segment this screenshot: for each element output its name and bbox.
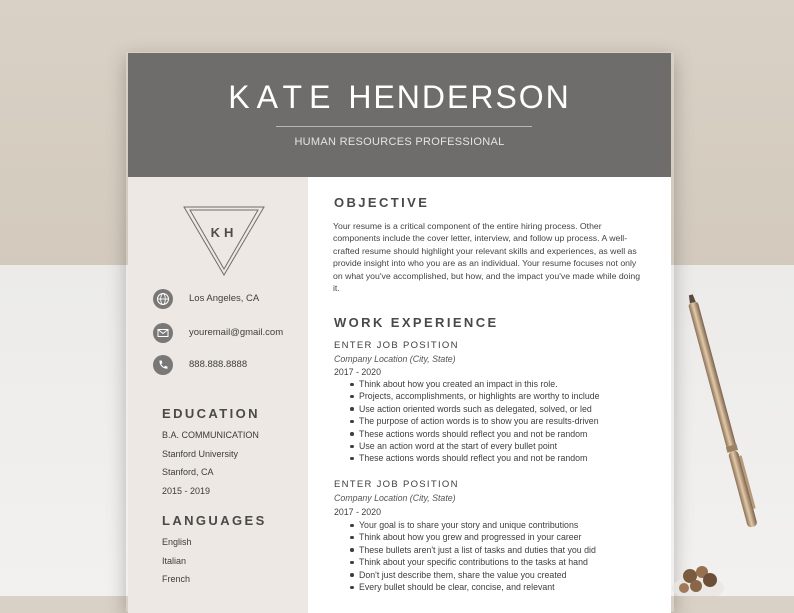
list-item: Projects, accomplishments, or highlights are worthy to include [350, 390, 650, 402]
name-last: HENDERSON [348, 79, 571, 115]
list-item: Use action oriented words such as delegated, solved, or led [350, 403, 650, 415]
list-item: Think about how you created an impact in this role. [350, 378, 650, 390]
resume-sidebar [128, 177, 308, 613]
education-heading: EDUCATION [162, 406, 260, 421]
work-heading: WORK EXPERIENCE [334, 315, 499, 330]
list-item: These bullets aren't just a list of tasks and duties that you did [350, 544, 650, 556]
list-item: Think about your specific contributions to the tasks at hand [350, 556, 650, 568]
language-item: English [162, 537, 192, 547]
resume-page [128, 53, 671, 613]
list-item: Your goal is to share your story and unique contributions [350, 519, 650, 531]
list-item: Every bullet should be clear, concise, and relevant [350, 581, 650, 593]
monogram-initials: KH [210, 225, 238, 240]
phone-text: 888.888.8888 [189, 359, 248, 370]
contact-location [153, 289, 313, 309]
resume-main [308, 177, 671, 613]
objective-text: Your resume is a critical component of the entire hiring process. Other components include the cover letter, interview, and follow up process. A well-crafted resume should highlight your relevant skills and experiences, as well as provide insight into who you are as an individual. Your resume focuses not only on what you've accomplished, but how, and the impact you've made while doing it. [333, 221, 641, 294]
pen-icon [680, 286, 770, 536]
education-item: B.A. COMMUNICATION [162, 430, 259, 440]
header-divider [276, 126, 532, 127]
name-first: KATE [228, 79, 338, 115]
job-company: Company Location (City, State) [334, 493, 456, 503]
education-item: 2015 - 2019 [162, 486, 211, 496]
list-item: Use an action word at the start of every bullet point [350, 440, 650, 452]
list-item: These actions words should reflect you and not be random [350, 428, 650, 440]
education-item: Stanford, CA [162, 467, 214, 477]
phone-icon [153, 355, 173, 375]
mail-icon [153, 323, 173, 343]
location-text: Los Angeles, CA [189, 293, 260, 304]
job-bullets [350, 378, 650, 465]
jar-icon [668, 548, 728, 596]
job-dates: 2017 - 2020 [334, 367, 381, 377]
languages-heading: LANGUAGES [162, 513, 267, 528]
list-item: Don't just describe them, share the value you created [350, 569, 650, 581]
job-dates: 2017 - 2020 [334, 507, 381, 517]
job-subtitle: HUMAN RESOURCES PROFESSIONAL [294, 136, 505, 148]
job-title: ENTER JOB POSITION [334, 479, 459, 490]
list-item: These actions words should reflect you and not be random [350, 452, 650, 464]
objective-heading: OBJECTIVE [334, 195, 430, 210]
language-item: French [162, 574, 191, 584]
list-item: The purpose of action words is to show you are results-driven [350, 415, 650, 427]
list-item: Think about how you grew and progressed in your career [350, 531, 650, 543]
monogram-triangle-icon [182, 205, 266, 279]
globe-icon [153, 289, 173, 309]
job-company: Company Location (City, State) [334, 354, 456, 364]
contact-email [153, 323, 313, 343]
resume-header [128, 53, 671, 177]
language-item: Italian [162, 556, 187, 566]
email-text[interactable]: youremail@gmail.com [189, 327, 284, 338]
job-title: ENTER JOB POSITION [334, 340, 459, 351]
education-item: Stanford University [162, 449, 239, 459]
candidate-name [128, 79, 671, 116]
contact-phone [153, 355, 313, 375]
job-bullets [350, 519, 650, 593]
